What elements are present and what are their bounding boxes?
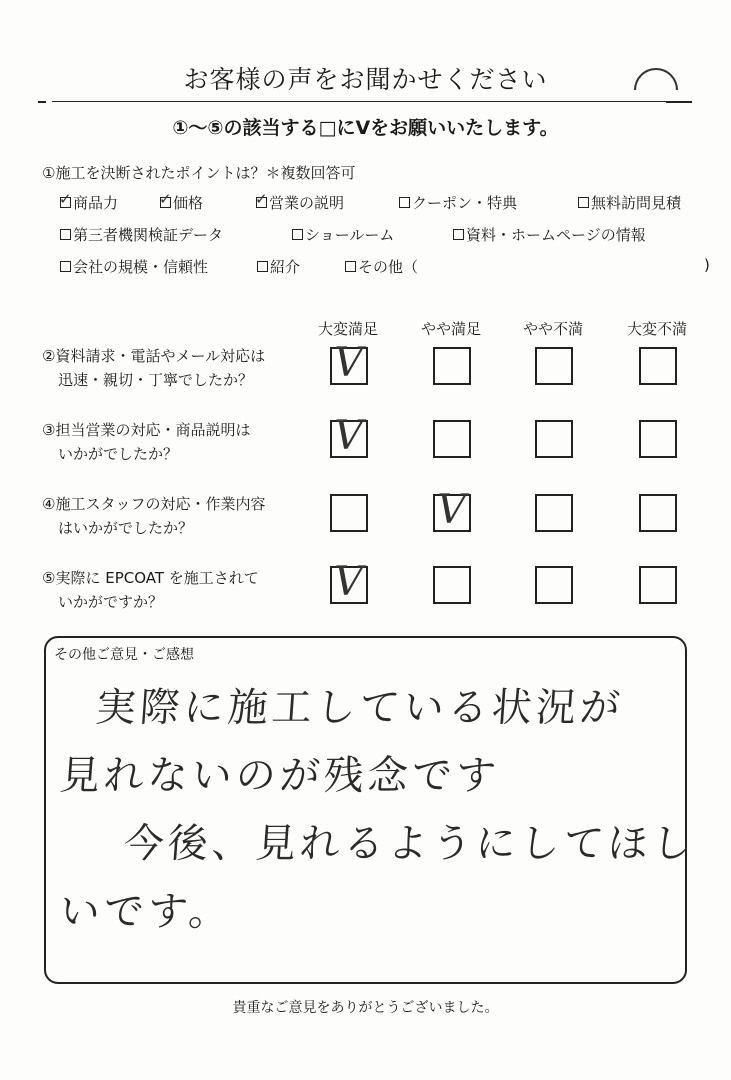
- q4-text: [42, 492, 265, 540]
- q1-option-company-trust[interactable]: [60, 256, 208, 277]
- question-line: ④施工スタッフの対応・作業内容: [42, 495, 266, 513]
- q2-rating-box-very-satisfied[interactable]: [330, 340, 368, 386]
- footer-thanks: 貴重なご意見をありがとうございました。: [232, 1000, 499, 1016]
- q2-rating-box-very-dissatisfied[interactable]: [639, 347, 677, 385]
- q5-rating-box-very-satisfied[interactable]: [330, 559, 368, 605]
- q5-rating-box-dissatisfied[interactable]: [535, 566, 573, 604]
- option-label: 第三者機関検証データ: [73, 226, 224, 244]
- survey-title: お客様の声をお聞かせください: [183, 65, 548, 94]
- handwritten-comment-line: いです。: [58, 889, 235, 935]
- checkbox-icon[interactable]: [60, 229, 71, 240]
- question-line: いかがですか？: [58, 593, 164, 611]
- q3-rating-box-satisfied[interactable]: [433, 420, 471, 458]
- checkbox-icon[interactable]: [60, 197, 71, 208]
- option-label: 価格: [173, 194, 204, 212]
- question-line: はいかがでしたか？: [58, 519, 194, 537]
- checkbox-icon[interactable]: [257, 261, 268, 272]
- q5-rating-box-very-dissatisfied[interactable]: [639, 566, 677, 604]
- option-label: クーポン・特典: [412, 194, 518, 212]
- comments-label: その他ご意見・ご感想: [52, 644, 196, 664]
- column-header-satisfied: やや満足: [420, 320, 481, 338]
- q4-rating-box-very-dissatisfied[interactable]: [639, 494, 677, 532]
- question-line: いかがでしたか？: [58, 445, 179, 463]
- checkbox-icon[interactable]: [60, 261, 71, 272]
- checkbox-icon[interactable]: [160, 197, 171, 208]
- q1-option-website-info[interactable]: [453, 224, 646, 245]
- option-label: その他（: [358, 258, 419, 276]
- check-mark-icon: V: [334, 559, 363, 605]
- q1-option-other[interactable]: [345, 256, 418, 277]
- question-line: ②資料請求・電話やメール対応は: [42, 347, 266, 365]
- q1-option-coupon[interactable]: [399, 192, 517, 213]
- column-header-very-satisfied: 大変満足: [317, 320, 378, 338]
- title-underline: [52, 101, 692, 102]
- q1-option-product[interactable]: [60, 192, 118, 213]
- title-rule-left-tick: [38, 101, 46, 103]
- q3-text: [42, 418, 250, 466]
- q3-rating-box-very-satisfied[interactable]: [330, 413, 368, 459]
- checkbox-icon[interactable]: [453, 229, 464, 240]
- option-label: 会社の規模・信頼性: [73, 258, 209, 276]
- q4-rating-box-satisfied[interactable]: [433, 487, 471, 533]
- title-rule-right-tick: [666, 101, 692, 103]
- instruction-text: ①～⑤の該当する□にⅤをお願いいたします。: [172, 117, 559, 139]
- q1-option-price[interactable]: [160, 192, 203, 213]
- checkbox-icon[interactable]: [578, 197, 589, 208]
- question-line: ⑤実際に EPCOAT を施工されて: [42, 569, 259, 587]
- option-label: 営業の説明: [269, 194, 345, 212]
- q2-rating-box-dissatisfied[interactable]: [535, 347, 573, 385]
- q5-text: [42, 566, 259, 614]
- checkbox-icon[interactable]: [399, 197, 410, 208]
- q1-option-showroom[interactable]: [292, 224, 394, 245]
- q3-rating-box-dissatisfied[interactable]: [535, 420, 573, 458]
- q3-rating-box-very-dissatisfied[interactable]: [639, 420, 677, 458]
- checkbox-icon[interactable]: [345, 261, 356, 272]
- check-mark-icon: V: [437, 487, 466, 533]
- checkbox-icon[interactable]: [256, 197, 267, 208]
- q2-rating-box-satisfied[interactable]: [433, 347, 471, 385]
- check-mark-icon: V: [334, 413, 363, 459]
- option-label: 商品力: [73, 194, 119, 212]
- handwritten-comment-line: 実際に施工している状況が: [94, 685, 626, 731]
- q5-rating-box-satisfied[interactable]: [433, 566, 471, 604]
- q4-rating-box-very-satisfied[interactable]: [330, 494, 368, 532]
- column-header-very-dissatisfied: 大変不満: [626, 320, 687, 338]
- q1-option-sales-explanation[interactable]: [256, 192, 344, 213]
- q4-rating-box-dissatisfied[interactable]: [535, 494, 573, 532]
- column-header-dissatisfied: やや不満: [522, 320, 583, 338]
- question-line: 迅速・親切・丁寧でしたか？: [58, 371, 254, 389]
- option-label: 紹介: [270, 258, 301, 276]
- check-mark-icon: V: [334, 340, 363, 386]
- option-label: 無料訪問見積: [591, 194, 682, 212]
- option-label: 資料・ホームページの情報: [466, 226, 646, 244]
- q1-other-close-paren: ): [704, 256, 710, 274]
- option-label: ショールーム: [305, 226, 395, 244]
- q1-label: ①施工を決断されたポイントは？＊複数回答可: [42, 164, 356, 182]
- question-line: ③担当営業の対応・商品説明は: [42, 421, 251, 439]
- handwritten-comment-line: 今後、見れるようにしてほし: [122, 821, 698, 867]
- q1-option-referral[interactable]: [257, 256, 300, 277]
- q1-option-third-party-data[interactable]: [60, 224, 223, 245]
- checkbox-icon[interactable]: [292, 229, 303, 240]
- q1-option-free-estimate[interactable]: [578, 192, 681, 213]
- handwritten-comment-line: 見れないのが残念です: [58, 753, 502, 799]
- q2-text: [42, 344, 265, 392]
